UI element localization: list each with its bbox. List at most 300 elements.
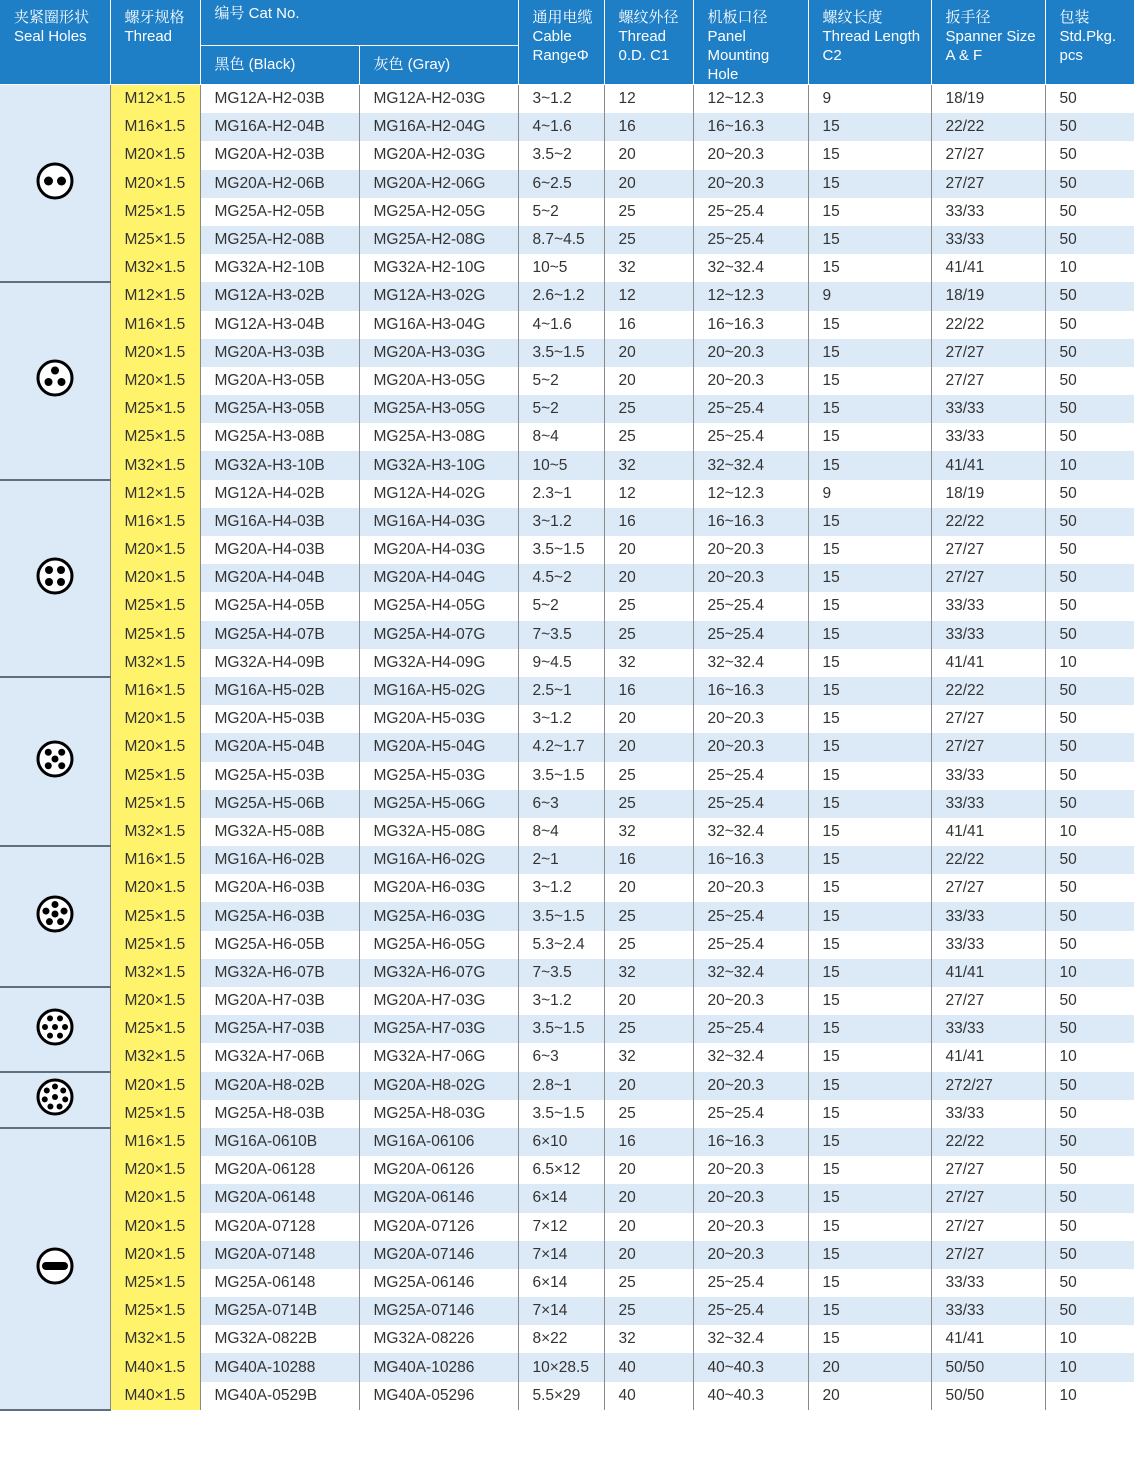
- cell-black: MG20A-H4-03B: [200, 536, 359, 564]
- table-row: [0, 1297, 1134, 1325]
- cell-length: 15: [808, 1072, 931, 1100]
- table-row: [0, 480, 1134, 508]
- cell-spanner: 33/33: [931, 1269, 1045, 1297]
- cell-spanner: 33/33: [931, 423, 1045, 451]
- seal-4-holes-icon: [35, 556, 75, 596]
- cell-cable: 7×14: [518, 1241, 604, 1269]
- cell-od: 20: [604, 1213, 693, 1241]
- cell-pkg: 50: [1045, 677, 1134, 705]
- cell-panel: 40~40.3: [693, 1353, 808, 1381]
- cell-gray: MG25A-H5-06G: [359, 790, 518, 818]
- cell-black: MG20A-H4-04B: [200, 564, 359, 592]
- cell-spanner: 33/33: [931, 1297, 1045, 1325]
- cell-length: 15: [808, 1213, 931, 1241]
- header-thread-length: 螺纹长度 Thread Length C2: [808, 0, 931, 85]
- cell-cable: 5~2: [518, 592, 604, 620]
- cell-black: MG20A-06148: [200, 1184, 359, 1212]
- cell-od: 32: [604, 1043, 693, 1071]
- cell-pkg: 50: [1045, 902, 1134, 930]
- cell-black: MG32A-H5-08B: [200, 818, 359, 846]
- cell-cable: 5.3~2.4: [518, 931, 604, 959]
- cell-od: 25: [604, 423, 693, 451]
- cell-panel: 20~20.3: [693, 1156, 808, 1184]
- cell-panel: 40~40.3: [693, 1382, 808, 1410]
- cell-length: 15: [808, 987, 931, 1015]
- cell-od: 25: [604, 1100, 693, 1128]
- cell-spanner: 27/27: [931, 339, 1045, 367]
- cell-panel: 20~20.3: [693, 987, 808, 1015]
- table-row: [0, 1269, 1134, 1297]
- cell-black: MG20A-H2-06B: [200, 170, 359, 198]
- cell-cable: 7~3.5: [518, 959, 604, 987]
- cell-pkg: 50: [1045, 1269, 1134, 1297]
- cell-thread: M16×1.5: [110, 677, 200, 705]
- cell-gray: MG25A-H5-03G: [359, 762, 518, 790]
- cell-pkg: 50: [1045, 508, 1134, 536]
- cell-black: MG25A-H2-08B: [200, 226, 359, 254]
- cell-thread: M40×1.5: [110, 1353, 200, 1381]
- cell-black: MG32A-H7-06B: [200, 1043, 359, 1071]
- cell-od: 32: [604, 959, 693, 987]
- cell-gray: MG32A-H3-10G: [359, 451, 518, 479]
- cell-black: MG32A-H6-07B: [200, 959, 359, 987]
- cell-length: 15: [808, 1015, 931, 1043]
- cell-od: 32: [604, 254, 693, 282]
- cell-od: 20: [604, 874, 693, 902]
- cell-panel: 20~20.3: [693, 1184, 808, 1212]
- cell-length: 15: [808, 141, 931, 169]
- cell-thread: M25×1.5: [110, 395, 200, 423]
- cell-length: 15: [808, 508, 931, 536]
- cell-gray: MG32A-08226: [359, 1325, 518, 1353]
- cell-panel: 32~32.4: [693, 959, 808, 987]
- cell-thread: M25×1.5: [110, 592, 200, 620]
- table-row: [0, 85, 1134, 114]
- table-row: [0, 1325, 1134, 1353]
- cell-thread: M20×1.5: [110, 367, 200, 395]
- cell-thread: M20×1.5: [110, 733, 200, 761]
- cell-length: 15: [808, 311, 931, 339]
- cell-panel: 25~25.4: [693, 1015, 808, 1043]
- cell-length: 15: [808, 254, 931, 282]
- cell-cable: 6~3: [518, 1043, 604, 1071]
- cell-od: 20: [604, 170, 693, 198]
- cell-spanner: 41/41: [931, 818, 1045, 846]
- cell-black: MG32A-H4-09B: [200, 649, 359, 677]
- cell-od: 20: [604, 1156, 693, 1184]
- cell-length: 15: [808, 677, 931, 705]
- cell-length: 15: [808, 818, 931, 846]
- cell-pkg: 50: [1045, 367, 1134, 395]
- cell-od: 20: [604, 1184, 693, 1212]
- table-row: [0, 339, 1134, 367]
- cell-length: 15: [808, 451, 931, 479]
- cell-od: 20: [604, 367, 693, 395]
- cell-length: 15: [808, 395, 931, 423]
- cell-black: MG25A-0714B: [200, 1297, 359, 1325]
- table-row: [0, 705, 1134, 733]
- cell-od: 20: [604, 1241, 693, 1269]
- cell-pkg: 10: [1045, 1382, 1134, 1410]
- cell-panel: 16~16.3: [693, 846, 808, 874]
- cell-gray: MG25A-H6-03G: [359, 902, 518, 930]
- cell-gray: MG25A-H2-08G: [359, 226, 518, 254]
- cell-cable: 3.5~1.5: [518, 762, 604, 790]
- table-row: [0, 1128, 1134, 1156]
- cell-cable: 6×14: [518, 1269, 604, 1297]
- cell-pkg: 50: [1045, 226, 1134, 254]
- cell-spanner: 27/27: [931, 564, 1045, 592]
- table-row: [0, 1213, 1134, 1241]
- cell-thread: M32×1.5: [110, 818, 200, 846]
- cell-gray: MG25A-H6-05G: [359, 931, 518, 959]
- cell-panel: 16~16.3: [693, 677, 808, 705]
- cell-od: 25: [604, 395, 693, 423]
- cell-length: 15: [808, 733, 931, 761]
- cell-thread: M20×1.5: [110, 1241, 200, 1269]
- cell-thread: M25×1.5: [110, 790, 200, 818]
- cell-pkg: 10: [1045, 1043, 1134, 1071]
- cell-length: 9: [808, 85, 931, 114]
- cell-pkg: 50: [1045, 198, 1134, 226]
- cell-thread: M32×1.5: [110, 1325, 200, 1353]
- cell-gray: MG20A-H4-04G: [359, 564, 518, 592]
- table-row: [0, 1184, 1134, 1212]
- table-row: [0, 311, 1134, 339]
- cell-pkg: 50: [1045, 762, 1134, 790]
- cell-panel: 20~20.3: [693, 1241, 808, 1269]
- cell-gray: MG20A-H2-06G: [359, 170, 518, 198]
- cell-pkg: 50: [1045, 311, 1134, 339]
- cell-pkg: 50: [1045, 846, 1134, 874]
- cell-pkg: 50: [1045, 141, 1134, 169]
- cell-gray: MG25A-H4-05G: [359, 592, 518, 620]
- cell-length: 15: [808, 902, 931, 930]
- cell-od: 25: [604, 902, 693, 930]
- cell-panel: 25~25.4: [693, 395, 808, 423]
- cell-panel: 16~16.3: [693, 311, 808, 339]
- table-row: [0, 790, 1134, 818]
- cell-spanner: 22/22: [931, 1128, 1045, 1156]
- cell-spanner: 33/33: [931, 762, 1045, 790]
- cell-spanner: 27/27: [931, 536, 1045, 564]
- cell-pkg: 50: [1045, 170, 1134, 198]
- header-seal-holes: 夹紧圈形状 Seal Holes: [0, 0, 110, 85]
- header-cable-range: 通用电缆 Cable RangeΦ: [518, 0, 604, 85]
- cell-length: 15: [808, 846, 931, 874]
- cell-cable: 5~2: [518, 198, 604, 226]
- header-std-pkg: 包装 Std.Pkg. pcs: [1045, 0, 1134, 85]
- cell-cable: 3.5~1.5: [518, 1015, 604, 1043]
- cell-thread: M40×1.5: [110, 1382, 200, 1410]
- cell-cable: 6~3: [518, 790, 604, 818]
- cell-panel: 25~25.4: [693, 1100, 808, 1128]
- cell-length: 15: [808, 423, 931, 451]
- cell-length: 9: [808, 480, 931, 508]
- cell-gray: MG40A-10286: [359, 1353, 518, 1381]
- cell-gray: MG25A-H2-05G: [359, 198, 518, 226]
- cell-od: 32: [604, 451, 693, 479]
- seal-2-holes-icon: [35, 161, 75, 201]
- seal-7-holes-icon: [35, 1007, 75, 1047]
- cell-length: 15: [808, 649, 931, 677]
- cell-od: 16: [604, 1128, 693, 1156]
- cell-black: MG20A-H5-04B: [200, 733, 359, 761]
- cell-thread: M20×1.5: [110, 170, 200, 198]
- seal-holes-cell: [0, 987, 110, 1072]
- cell-spanner: 27/27: [931, 141, 1045, 169]
- table-row: [0, 1072, 1134, 1100]
- cell-length: 15: [808, 874, 931, 902]
- cell-pkg: 10: [1045, 818, 1134, 846]
- cell-spanner: 27/27: [931, 705, 1045, 733]
- cell-pkg: 50: [1045, 480, 1134, 508]
- cell-spanner: 27/27: [931, 1213, 1045, 1241]
- table-row: [0, 1043, 1134, 1071]
- cell-black: MG12A-H2-03B: [200, 85, 359, 114]
- cell-panel: 25~25.4: [693, 1297, 808, 1325]
- cell-thread: M16×1.5: [110, 113, 200, 141]
- cell-thread: M32×1.5: [110, 959, 200, 987]
- cell-spanner: 41/41: [931, 1043, 1045, 1071]
- cell-thread: M20×1.5: [110, 1072, 200, 1100]
- cell-pkg: 50: [1045, 423, 1134, 451]
- cell-pkg: 50: [1045, 1297, 1134, 1325]
- cell-length: 15: [808, 170, 931, 198]
- cell-pkg: 50: [1045, 395, 1134, 423]
- cell-spanner: 27/27: [931, 367, 1045, 395]
- cell-cable: 2.3~1: [518, 480, 604, 508]
- cell-spanner: 18/19: [931, 480, 1045, 508]
- cell-spanner: 33/33: [931, 931, 1045, 959]
- cell-od: 40: [604, 1382, 693, 1410]
- cell-black: MG16A-H6-02B: [200, 846, 359, 874]
- cell-gray: MG20A-H5-04G: [359, 733, 518, 761]
- cell-gray: MG16A-H6-02G: [359, 846, 518, 874]
- cell-pkg: 50: [1045, 592, 1134, 620]
- cell-black: MG32A-H2-10B: [200, 254, 359, 282]
- cell-od: 32: [604, 649, 693, 677]
- cell-length: 9: [808, 282, 931, 310]
- cell-pkg: 10: [1045, 451, 1134, 479]
- table-row: [0, 423, 1134, 451]
- cell-spanner: 22/22: [931, 113, 1045, 141]
- cell-panel: 32~32.4: [693, 451, 808, 479]
- cell-od: 16: [604, 677, 693, 705]
- cell-cable: 6×14: [518, 1184, 604, 1212]
- cell-black: MG32A-H3-10B: [200, 451, 359, 479]
- cell-thread: M25×1.5: [110, 621, 200, 649]
- cell-spanner: 272/27: [931, 1072, 1045, 1100]
- cell-gray: MG12A-H4-02G: [359, 480, 518, 508]
- cell-panel: 32~32.4: [693, 818, 808, 846]
- cell-thread: M32×1.5: [110, 649, 200, 677]
- cell-pkg: 10: [1045, 959, 1134, 987]
- cell-pkg: 50: [1045, 85, 1134, 114]
- cell-pkg: 50: [1045, 1128, 1134, 1156]
- cell-thread: M20×1.5: [110, 1184, 200, 1212]
- header-cat-no: 编号 Cat No.: [200, 0, 518, 45]
- cell-spanner: 33/33: [931, 902, 1045, 930]
- table-row: [0, 113, 1134, 141]
- cell-panel: 16~16.3: [693, 113, 808, 141]
- cell-pkg: 50: [1045, 282, 1134, 310]
- cell-pkg: 10: [1045, 1325, 1134, 1353]
- table-row: [0, 1382, 1134, 1410]
- cell-gray: MG20A-06146: [359, 1184, 518, 1212]
- cell-length: 15: [808, 113, 931, 141]
- cell-thread: M20×1.5: [110, 987, 200, 1015]
- cell-gray: MG20A-H6-03G: [359, 874, 518, 902]
- table-row: [0, 282, 1134, 310]
- cell-spanner: 18/19: [931, 282, 1045, 310]
- cell-cable: 2.8~1: [518, 1072, 604, 1100]
- cell-spanner: 41/41: [931, 451, 1045, 479]
- cell-spanner: 27/27: [931, 874, 1045, 902]
- cell-pkg: 50: [1045, 733, 1134, 761]
- table-row: [0, 621, 1134, 649]
- cell-thread: M20×1.5: [110, 141, 200, 169]
- cell-thread: M25×1.5: [110, 1015, 200, 1043]
- cell-panel: 25~25.4: [693, 226, 808, 254]
- cell-cable: 3~1.2: [518, 987, 604, 1015]
- table-row: [0, 1241, 1134, 1269]
- cell-black: MG25A-H5-06B: [200, 790, 359, 818]
- cell-black: MG25A-H2-05B: [200, 198, 359, 226]
- table-row: [0, 846, 1134, 874]
- cell-spanner: 33/33: [931, 226, 1045, 254]
- cell-thread: M20×1.5: [110, 1156, 200, 1184]
- cell-length: 20: [808, 1353, 931, 1381]
- cell-black: MG12A-H4-02B: [200, 480, 359, 508]
- cell-thread: M16×1.5: [110, 508, 200, 536]
- table-row: [0, 649, 1134, 677]
- cell-gray: MG20A-H3-05G: [359, 367, 518, 395]
- table-row: [0, 451, 1134, 479]
- table-row: [0, 874, 1134, 902]
- cell-black: MG16A-H4-03B: [200, 508, 359, 536]
- cell-spanner: 18/19: [931, 85, 1045, 114]
- cell-black: MG40A-10288: [200, 1353, 359, 1381]
- seal-holes-cell: [0, 846, 110, 987]
- cell-od: 25: [604, 1297, 693, 1325]
- cell-cable: 7~3.5: [518, 621, 604, 649]
- cell-pkg: 10: [1045, 254, 1134, 282]
- cell-panel: 20~20.3: [693, 141, 808, 169]
- cell-pkg: 50: [1045, 339, 1134, 367]
- cell-length: 15: [808, 1128, 931, 1156]
- cell-od: 20: [604, 536, 693, 564]
- cell-thread: M12×1.5: [110, 480, 200, 508]
- cell-black: MG25A-H8-03B: [200, 1100, 359, 1128]
- cell-length: 15: [808, 621, 931, 649]
- cell-panel: 20~20.3: [693, 705, 808, 733]
- cell-spanner: 33/33: [931, 592, 1045, 620]
- cell-od: 25: [604, 1015, 693, 1043]
- cell-cable: 3.5~1.5: [518, 902, 604, 930]
- cell-black: MG25A-H3-08B: [200, 423, 359, 451]
- cell-pkg: 50: [1045, 1241, 1134, 1269]
- cell-cable: 3.5~2: [518, 141, 604, 169]
- cell-od: 32: [604, 1325, 693, 1353]
- cell-black: MG25A-H4-07B: [200, 621, 359, 649]
- seal-holes-cell: [0, 85, 110, 283]
- cell-cable: 5~2: [518, 395, 604, 423]
- table-row: [0, 987, 1134, 1015]
- cell-gray: MG32A-H6-07G: [359, 959, 518, 987]
- table-row: [0, 564, 1134, 592]
- cell-cable: 6~2.5: [518, 170, 604, 198]
- cell-black: MG25A-06148: [200, 1269, 359, 1297]
- table-row: [0, 226, 1134, 254]
- table-row: [0, 508, 1134, 536]
- cell-spanner: 22/22: [931, 846, 1045, 874]
- cell-gray: MG20A-H3-03G: [359, 339, 518, 367]
- table-row: [0, 902, 1134, 930]
- cell-spanner: 27/27: [931, 987, 1045, 1015]
- cell-thread: M25×1.5: [110, 902, 200, 930]
- cell-panel: 25~25.4: [693, 198, 808, 226]
- cell-black: MG20A-07128: [200, 1213, 359, 1241]
- cell-thread: M25×1.5: [110, 1100, 200, 1128]
- table-row: [0, 170, 1134, 198]
- cell-od: 16: [604, 311, 693, 339]
- cell-gray: MG20A-H8-02G: [359, 1072, 518, 1100]
- cell-gray: MG12A-H2-03G: [359, 85, 518, 114]
- header-thread-od: 螺纹外径 Thread 0.D. C1: [604, 0, 693, 85]
- cell-cable: 6×10: [518, 1128, 604, 1156]
- cell-od: 25: [604, 592, 693, 620]
- cell-cable: 8~4: [518, 423, 604, 451]
- cell-panel: 25~25.4: [693, 902, 808, 930]
- cell-cable: 8×22: [518, 1325, 604, 1353]
- cell-length: 15: [808, 1100, 931, 1128]
- cell-pkg: 50: [1045, 1184, 1134, 1212]
- cell-gray: MG32A-H5-08G: [359, 818, 518, 846]
- cell-cable: 3~1.2: [518, 508, 604, 536]
- cell-cable: 3~1.2: [518, 85, 604, 114]
- cell-spanner: 33/33: [931, 1015, 1045, 1043]
- cell-od: 25: [604, 1269, 693, 1297]
- cell-spanner: 27/27: [931, 1184, 1045, 1212]
- cell-black: MG20A-H3-03B: [200, 339, 359, 367]
- cell-gray: MG20A-07126: [359, 1213, 518, 1241]
- seal-holes-cell: [0, 1072, 110, 1128]
- cell-cable: 2~1: [518, 846, 604, 874]
- cell-panel: 20~20.3: [693, 367, 808, 395]
- cell-gray: MG16A-H5-02G: [359, 677, 518, 705]
- cell-black: MG12A-H3-04B: [200, 311, 359, 339]
- cell-cable: 4~1.6: [518, 311, 604, 339]
- cell-od: 25: [604, 621, 693, 649]
- cell-panel: 25~25.4: [693, 621, 808, 649]
- cell-black: MG20A-H7-03B: [200, 987, 359, 1015]
- cell-od: 16: [604, 508, 693, 536]
- cell-od: 12: [604, 85, 693, 114]
- cell-spanner: 41/41: [931, 1325, 1045, 1353]
- cell-od: 20: [604, 987, 693, 1015]
- cell-gray: MG20A-H4-03G: [359, 536, 518, 564]
- cell-gray: MG25A-06146: [359, 1269, 518, 1297]
- cell-od: 12: [604, 282, 693, 310]
- cell-gray: MG20A-H2-03G: [359, 141, 518, 169]
- cell-length: 15: [808, 592, 931, 620]
- cell-spanner: 27/27: [931, 170, 1045, 198]
- cell-thread: M12×1.5: [110, 282, 200, 310]
- table-row: [0, 1353, 1134, 1381]
- cell-gray: MG16A-H3-04G: [359, 311, 518, 339]
- cell-spanner: 33/33: [931, 621, 1045, 649]
